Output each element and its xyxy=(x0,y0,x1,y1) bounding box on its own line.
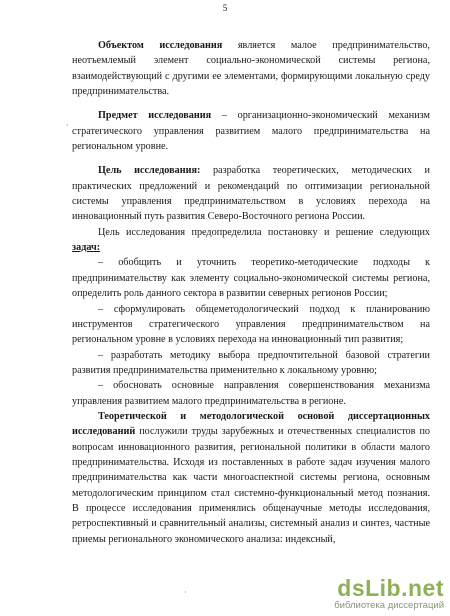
paragraph-text: – сформулировать общеметодологический подход к планированию инструментов стратегического управления предпринимательством на региональном уровне в условиях перехода на инновационный тип развития; xyxy=(72,303,430,346)
paragraph-subject xyxy=(72,108,430,154)
scan-speck: · xyxy=(66,121,69,130)
page-body xyxy=(72,38,430,547)
scan-speck: · xyxy=(184,588,187,597)
paragraph-text: Цель исследования предопределила постановку и решение следующих xyxy=(98,226,430,238)
paragraph-text: разработка теоретических, методических и практических предложений и рекомендаций по оптимизации региональной системы управления предпринимательством в условиях перехода на инновационный путь развития Северо-Восточного региона России. xyxy=(72,165,430,223)
term-object: Объектом исследования xyxy=(98,40,223,51)
paragraph-text: послужили труды зарубежных и отечественных специалистов по вопросам инновационного развития, региональной политики в области малого предпринимательства. Исходя из поставленных в работе задач изучения малого предпринимательства как части многоаспектной системы региона, основным методологическим принципом стал системно-функциональный метод познания. В процессе исследования применялись общенаучные методы исследования, ретроспективный и сравнительный анализы, системный анализ и синтез, частные приемы регионального экономического анализа: индексный, xyxy=(72,426,430,545)
paragraph-goal xyxy=(72,163,430,224)
task-item-1 xyxy=(72,255,430,301)
watermark-logo: dsLib.net xyxy=(337,575,444,601)
paragraph-tasks-intro xyxy=(72,225,430,256)
paragraph-methodology xyxy=(72,409,430,547)
paragraph-text: – обосновать основные направления совершенствования механизма управления развитием малого предпринимательства в регионе. xyxy=(72,380,430,407)
paragraph-text: – обобщить и уточнить теоретико-методические подходы к предпринимательству как элементу социально-экономической системы региона, определить роль данного сектора в развитии северных регионов России; xyxy=(72,257,430,300)
task-item-2 xyxy=(72,302,430,348)
term-goal: Цель исследования: xyxy=(98,165,201,177)
page-number: 5 xyxy=(222,3,228,13)
term-tasks: задач: xyxy=(72,242,101,254)
term-methodology: Теоретической и методологической основой диссертационных исследований xyxy=(72,410,430,438)
task-item-4 xyxy=(72,378,430,409)
paragraph-text: – разработать методику выбора предпочтительной базовой стратегии развития предпринимательства применительно к локальному уровню; xyxy=(72,349,430,376)
term-subject: Предмет исследования xyxy=(98,110,212,122)
watermark xyxy=(326,576,444,614)
paragraph-text: является малое предпринимательство, неотъемлемый элемент социально-экономической системы региона, взаимодействующий с другими ее элементами, формирующими локальную среду предпринимательства. xyxy=(72,40,430,98)
paragraph-text: – организационно-экономический механизм стратегического управления развитием малого предпринимательства на региональном уровне. xyxy=(72,110,430,153)
paragraph-object xyxy=(72,38,430,99)
watermark-subtitle: библиотека диссертаций xyxy=(334,600,444,611)
task-item-3 xyxy=(72,348,430,379)
